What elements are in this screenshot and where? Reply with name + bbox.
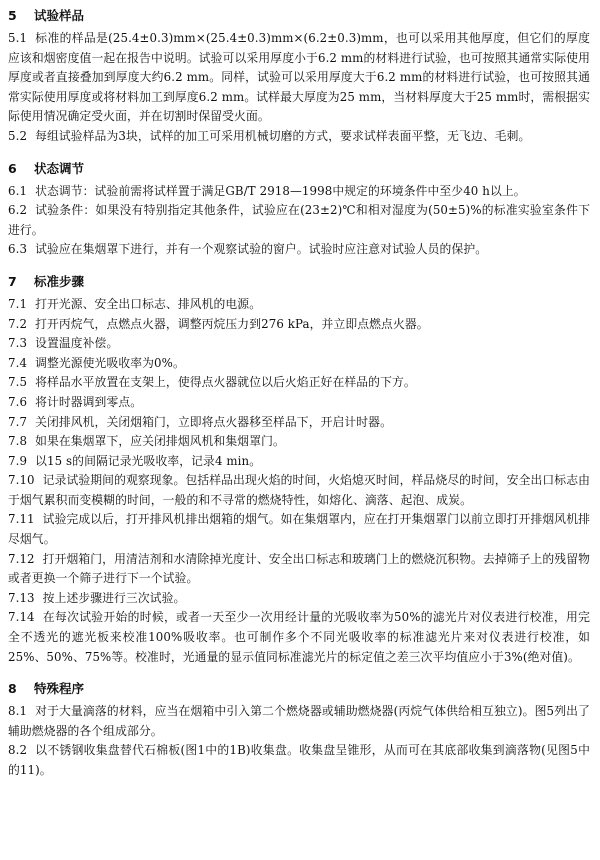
section-title: 试验样品: [34, 8, 85, 23]
clause-7-13: [8, 589, 590, 609]
section-8: [8, 673, 590, 780]
clause-number: 7.8: [8, 434, 28, 449]
clause-7-5: [8, 373, 590, 393]
section-title: 状态调节: [34, 160, 85, 176]
clause-number: 7.13: [8, 590, 35, 605]
clause-text: 每组试验样品为3块，试样的加工可采用机械切磨的方式，要求试样表面平整，无飞边、毛刺。: [35, 128, 531, 143]
clause-text: 以15 s的间隔记录光吸收率，记录4 min。: [35, 453, 262, 468]
clause-5-1: [8, 29, 590, 127]
clause-text: 关闭排风机，关闭烟箱门，立即将点火器移至样品下，开启计时器。: [35, 414, 392, 429]
clause-7-9: [8, 452, 590, 472]
clause-text: 标准的样品是(25.4±0.3)mm×(25.4±0.3)mm×(6.2±0.3)mm，也可以采用其他厚度，但它们的厚度应该和烟密度值一起在报告中说明。试验可以采用厚度小于6.2 mm的材料进行试验，也可按照其通常实际使用厚度或者直接叠加到厚度大约6.2 mm。同样，试验可以采用厚度大于6.2 mm的材料进行试验，也可按照其通常实际使用厚度或将材料加工到厚度6.2 mm。试样最大厚度为25 mm，当材料厚度大于25 mm时，需根据实际使用情况确定受火面，并在切割时保留受火面。: [8, 31, 590, 124]
clause-number: 6.2: [8, 203, 28, 218]
clause-number: 7.3: [8, 336, 28, 351]
clause-number: 5.2: [8, 128, 28, 143]
section-heading: [8, 153, 590, 182]
clause-number: 7.1: [8, 296, 28, 311]
clause-number: 7.4: [8, 355, 28, 370]
clause-7-11: [8, 510, 590, 549]
clause-text: 按上述步骤进行三次试验。: [42, 590, 186, 605]
clause-7-3: [8, 334, 590, 354]
clause-text: 调整光源使光吸收率为0%。: [35, 355, 185, 370]
clause-text: 状态调节：试验前需将试样置于满足GB/T 2918—1998中规定的环境条件中至少40 h以上。: [35, 183, 526, 198]
clause-7-7: [8, 413, 590, 433]
clause-number: 6.3: [8, 242, 28, 257]
clause-number: 7.14: [8, 610, 35, 625]
section-heading: [8, 673, 590, 702]
clause-number: 7.2: [8, 316, 28, 331]
clause-7-12: [8, 550, 590, 589]
clause-8-1: [8, 702, 590, 741]
clause-text: 试验应在集烟罩下进行，并有一个观察试验的窗户。试验时应注意对试验人员的保护。: [35, 242, 488, 257]
section-title: 标准步骤: [34, 273, 85, 289]
section-heading: [8, 0, 590, 29]
section-7: [8, 266, 590, 667]
clause-text: 将计时器调到零点。: [35, 394, 143, 409]
clause-number: 7.10: [8, 473, 35, 488]
clause-text: 以不锈钢收集盘替代石棉板(图1中的1B)收集盘。收集盘呈锥形，从而可在其底部收集到滴落物(见图5中的11)。: [8, 743, 590, 777]
clause-text: 打开烟箱门，用清洁剂和水清除掉光度计、安全出口标志和玻璃门上的燃烧沉积物。去掉筛子上的残留物或者更换一个筛子进行下一个试验。: [8, 551, 590, 586]
clause-7-8: [8, 432, 590, 452]
clause-number: 7.5: [8, 375, 28, 390]
clause-text: 对于大量滴落的材料，应当在烟箱中引入第二个燃烧器或辅助燃烧器(丙烷气体供给相互独立)。图5列出了辅助燃烧器的各个组成部分。: [8, 704, 590, 738]
clause-text: 在每次试验开始的时候，或者一天至少一次用经计量的光吸收率为50%的滤光片对仪表进行校准，用完全不透光的遮光板来校准100%吸收率。也可制作多个不同光吸收率的标准滤光片来对仪表进行校准，如25%、50%、75%等。校准时，光通量的显示值同标准滤光片的标定值之差三次平均值应小于3%(绝对值)。: [8, 610, 590, 664]
clause-text: 设置温度补偿。: [35, 336, 119, 351]
clause-text: 打开丙烷气，点燃点火器，调整丙烷压力到276 kPa，并立即点燃点火器。: [35, 316, 429, 331]
section-6: [8, 153, 590, 260]
clause-7-10: [8, 471, 590, 510]
clause-text: 如果在集烟罩下，应关闭排烟风机和集烟罩门。: [35, 434, 285, 449]
clause-number: 6.1: [8, 183, 28, 198]
clause-number: 7.11: [8, 512, 35, 527]
clause-7-2: [8, 315, 590, 335]
section-title: 特殊程序: [34, 681, 85, 697]
clause-number: 5.1: [8, 31, 28, 45]
section-number: 8: [8, 681, 17, 697]
section-number: 7: [8, 273, 17, 289]
clause-8-2: [8, 741, 590, 780]
clause-6-1: [8, 182, 590, 202]
clause-7-4: [8, 354, 590, 374]
section-number: 5: [8, 8, 17, 23]
clause-number: 7.7: [8, 414, 28, 429]
clause-7-14: [8, 608, 590, 667]
clause-number: 8.2: [8, 743, 28, 758]
clause-number: 7.6: [8, 394, 28, 409]
clause-7-6: [8, 393, 590, 413]
clause-7-1: [8, 295, 590, 315]
clause-text: 打开光源、安全出口标志、排风机的电源。: [35, 296, 262, 311]
section-number: 6: [8, 160, 17, 176]
clause-text: 试验完成以后，打开排风机排出烟箱的烟气。如在集烟罩内，应在打开集烟罩门以前立即打开排烟风机排尽烟气。: [8, 512, 590, 547]
section-heading: [8, 266, 590, 295]
clause-text: 将样品水平放置在支架上，使得点火器就位以后火焰正好在样品的下方。: [35, 375, 416, 390]
clause-6-3: [8, 240, 590, 260]
clause-text: 试验条件：如果没有特别指定其他条件，试验应在(23±2)℃和相对湿度为(50±5)%的标准实验室条件下进行。: [8, 203, 590, 237]
clause-number: 7.9: [8, 453, 28, 468]
clause-text: 记录试验期间的观察现象。包括样品出现火焰的时间，火焰熄灭时间，样品烧尽的时间，安全出口标志由于烟气累积而变模糊的时间，一般的和不寻常的燃烧特性，如熔化、滴落、起泡、成炭。: [8, 473, 590, 507]
clause-number: 8.1: [8, 704, 28, 719]
clause-6-2: [8, 201, 590, 240]
clause-5-2: [8, 127, 590, 147]
section-5: [8, 0, 590, 147]
clause-number: 7.12: [8, 551, 35, 566]
